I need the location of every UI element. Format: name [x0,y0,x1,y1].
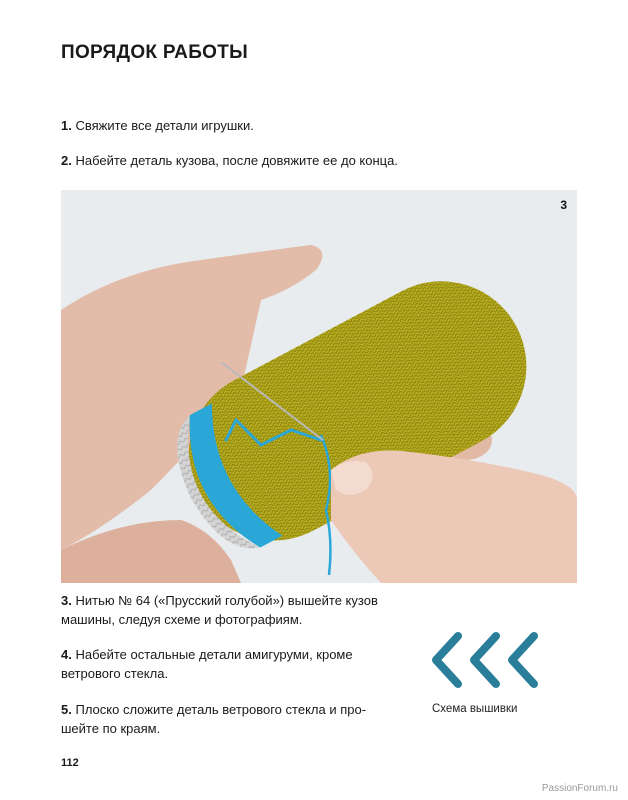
step-number: 3. [61,593,72,608]
step-text: Набейте деталь кузова, после довяжите ее до конца. [75,153,398,168]
page-number: 112 [61,757,79,769]
step-3 [61,591,378,629]
step-1 [61,116,254,135]
step-text-line1: Плоско сложите деталь ветрового стекла и про- [75,702,367,717]
page-title: ПОРЯДОК РАБОТЫ [61,42,249,63]
step-text-line1: Нитью № 64 («Прусский голубой») вышейте кузов [75,593,378,608]
watermark: PassionForum.ru [541,783,618,794]
step-number: 5. [61,702,72,717]
step-5 [61,700,366,738]
chevron-left-icon [474,636,496,684]
step-number: 1. [61,118,72,133]
step-text-line2: шейте по краям. [61,721,161,736]
photo-number: 3 [560,198,567,212]
chevron-left-icon [512,636,534,684]
step-text-line2: машины, следуя схеме и фотографиям. [61,612,303,627]
chevron-left-icon [436,636,458,684]
scheme-caption: Схема вышивки [432,703,518,715]
embroidery-scheme [428,630,546,690]
step-4 [61,645,353,683]
step-number: 4. [61,647,72,662]
step-text-line1: Набейте остальные детали амигуруми, кроме [75,647,353,662]
step-text-line2: ветрового стекла. [61,666,169,681]
step-2 [61,151,398,170]
step-number: 2. [61,153,72,168]
photo-illustration [61,190,577,583]
step-text: Свяжите все детали игрушки. [75,118,254,133]
crochet-photo [61,190,577,583]
